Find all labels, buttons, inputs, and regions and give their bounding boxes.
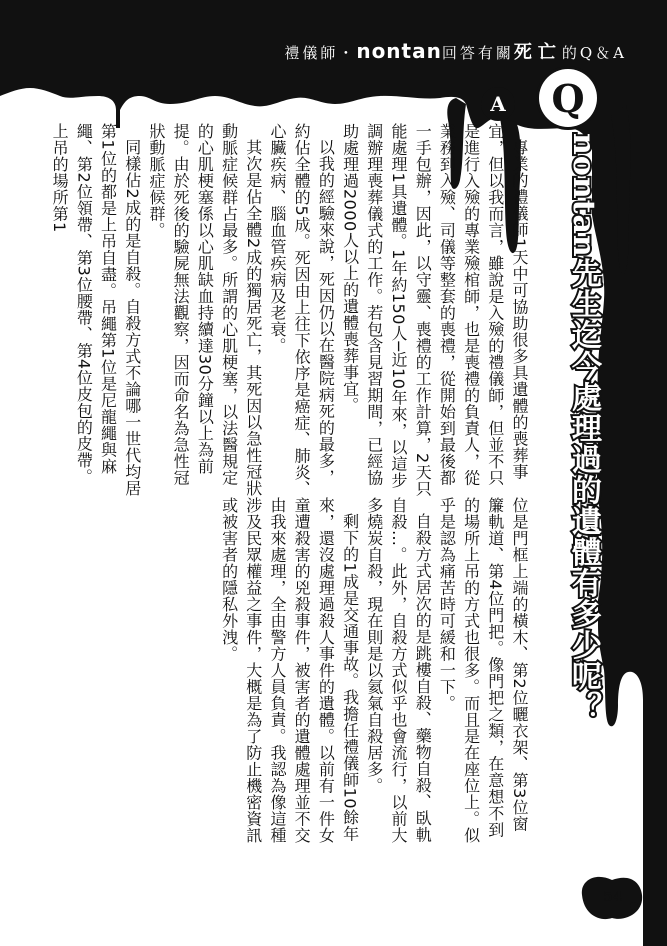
answer-paragraph: 剩下的1成是交通事故。我擔任禮儀師10餘年來，還沒處理過殺人事件的遺體。以前有一件女童遭殺害的兇殺事件，被害者的遺體處理並不交由我來處理，全由警方人員負責。我認為像這種涉及民眾權益之事件，大概是為了防止機密資訊或被害者的隱私外洩。 <box>219 497 360 844</box>
answer-column-top <box>50 123 531 498</box>
question-badge-letter: Q <box>551 75 585 121</box>
series-title-suffix: 的Q＆A <box>561 44 627 62</box>
answer-badge-icon <box>481 87 515 121</box>
series-title-middle: 回答有關 <box>441 44 514 62</box>
series-title-name: nontan <box>356 39 442 63</box>
series-title-prefix: 禮儀師・ <box>284 44 357 62</box>
answer-badge-letter: A <box>490 92 506 116</box>
answer-paragraph: 專業的禮儀師1天中可協助很多具遺體的喪葬事宜，但以我而言，雖說是入殮的禮儀師，但並不只是進行入殮的專業殮棺師，也是喪禮的負責人，從業務到入殮、司儀等整套的喪禮，從開始到最後都一手包辦，因此，以守靈、喪禮的工作計算，2天只能處理1具遺體。1年約150人─近10年來，以這步調辦理喪葬儀式的工作。若包含見習期間，已經協助處理過2000人以上的遺體喪葬事宜。 <box>340 123 529 497</box>
answer-paragraph: 以我的經驗來說，死因仍以在醫院病死的最多，約佔全體的5成。死因由上往下依序是癌症、肺炎、心臟疾病、腦血管疾病及老衰。 <box>267 123 336 497</box>
answer-column-bottom <box>220 497 531 845</box>
series-title <box>284 38 627 64</box>
answer-paragraph: 自殺方式居次的是跳樓自殺、藥物自殺、臥軌自殺…。此外，自殺方式似乎也會流行，以前大多燒炭自殺，現在則是以氦氣自殺居多。 <box>364 497 433 844</box>
answer-paragraph: 其次是佔全體2成的獨居死亡，其死因以急性冠狀動脈症候群占最多。所謂的心肌梗塞，以法醫規定的心肌梗塞係以心肌缺血持續達30分鐘以上為前提。由於死後的驗屍無法觀察，因而命名為急性冠狀動脈症候群。 <box>146 123 263 497</box>
question-badge-icon <box>539 69 597 127</box>
series-title-emphasis: 死亡 <box>513 42 562 63</box>
answer-paragraph: 同樣佔2成的是自殺。自殺方式不論哪一世代均居第1位的都是上吊自盡。吊繩第1位是尼龍繩與麻繩、第2位領帶、第3位腰帶、第4位皮包的皮帶。上吊的場所第1 <box>50 123 142 497</box>
answer-paragraph: 位是門框上端的橫木、第2位曬衣架、第3位窗簾軌道、第4位門把。像門把之類，在意想不到的場所上吊的方式也很多。而且是在座位上。似乎是認為痛苦時可緩和一下。 <box>437 497 529 844</box>
question-heading: nontan先生迄今處理過的遺體有多少呢？ <box>566 133 601 723</box>
page-number: 54 <box>603 889 623 905</box>
